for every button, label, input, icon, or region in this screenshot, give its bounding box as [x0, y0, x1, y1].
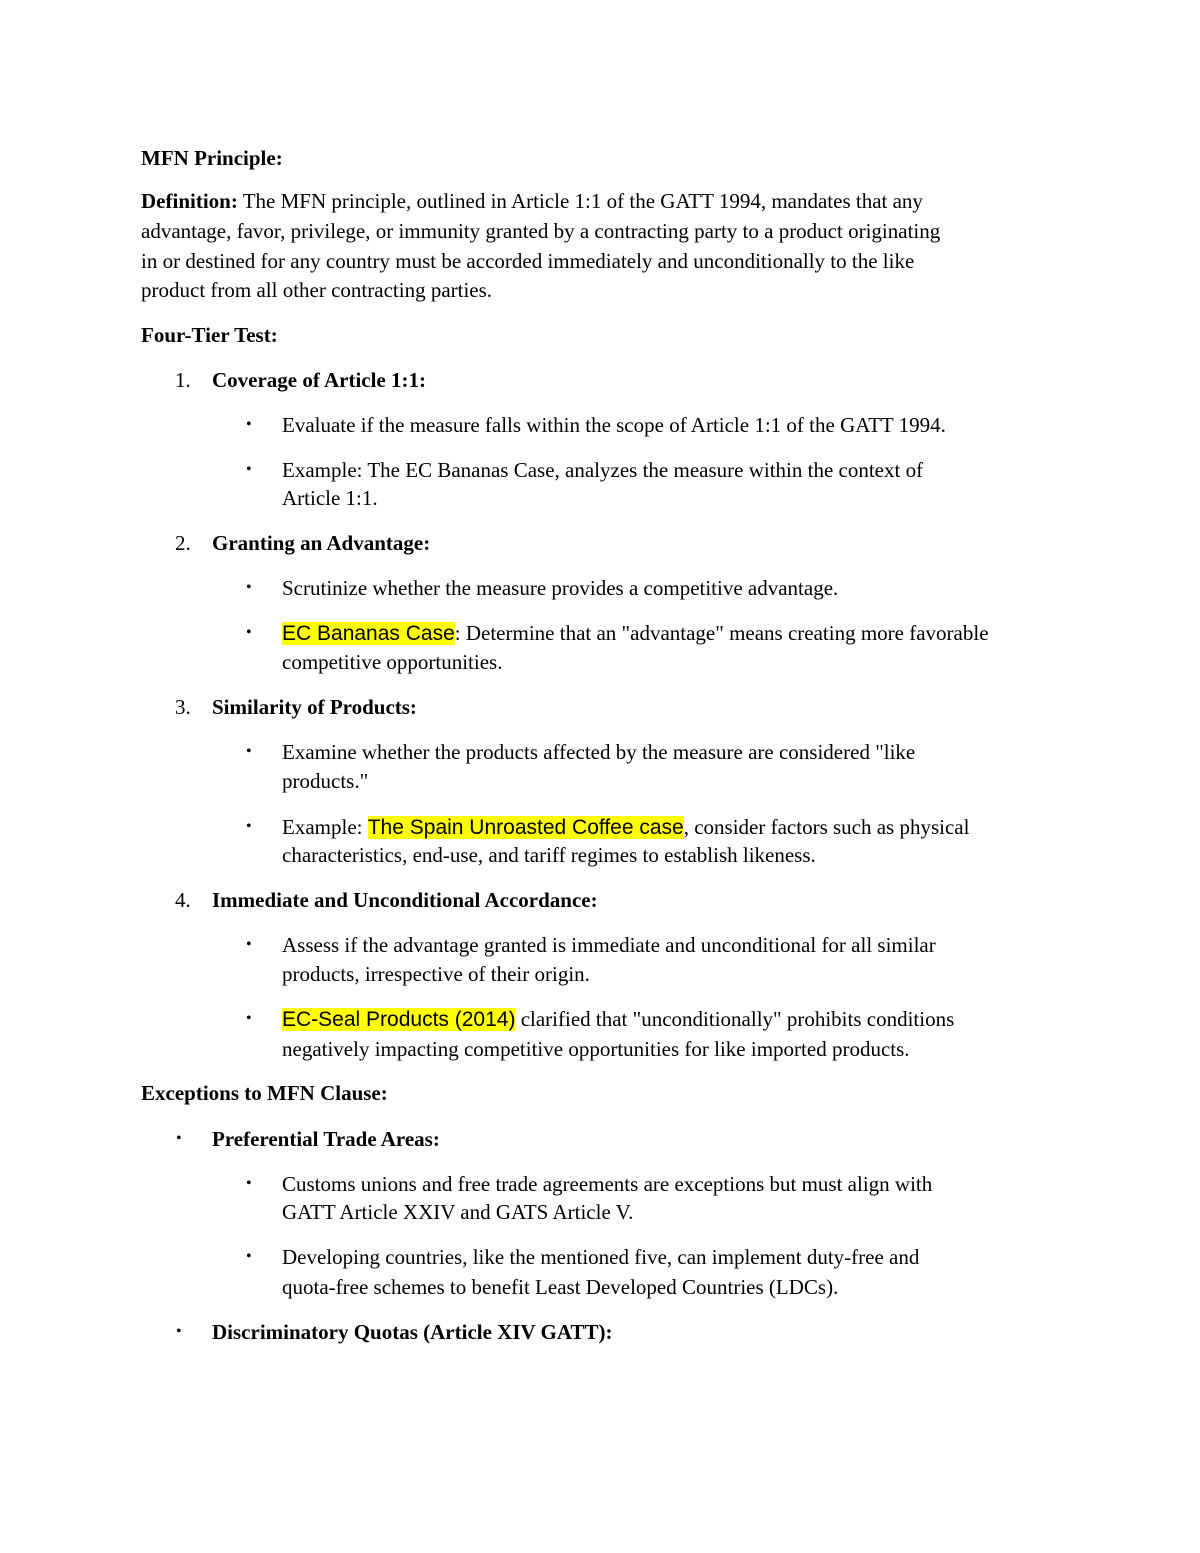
- tier-bullet-text-rest: : Determine that an "advantage" means creating more favorable: [454, 621, 989, 645]
- tier-bullet-text: Assess if the advantage granted is immediate and unconditional for all similar: [282, 933, 936, 957]
- bullet-icon: •: [246, 743, 252, 760]
- highlighted-case-name: EC-Seal Products (2014): [282, 1008, 516, 1031]
- list-number: 4.: [175, 888, 191, 912]
- tier-bullet-text: products, irrespective of their origin.: [282, 962, 590, 986]
- tier-bullet-text-rest: clarified that "unconditionally" prohibits conditions: [515, 1007, 955, 1031]
- bullet-icon: •: [246, 936, 252, 953]
- tier-bullet-text: negatively impacting competitive opportunities for like imported products.: [282, 1037, 910, 1061]
- definition-line-2: advantage, favor, privilege, or immunity granted by a contracting party to a product originating: [141, 219, 941, 243]
- definition-label: Definition:: [141, 189, 238, 213]
- definition-line-1: [141, 186, 923, 216]
- bullet-icon: •: [246, 1175, 252, 1192]
- list-number: 2.: [175, 531, 191, 555]
- tier-bullet-text: characteristics, end-use, and tariff regimes to establish likeness.: [282, 843, 816, 867]
- tier-bullet-text: Evaluate if the measure falls within the scope of Article 1:1 of the GATT 1994.: [282, 413, 946, 437]
- tier-title: Granting an Advantage:: [212, 531, 431, 555]
- tier-bullet-text: competitive opportunities.: [282, 650, 503, 674]
- bullet-icon: •: [246, 624, 252, 641]
- definition-line-3: in or destined for any country must be accorded immediately and unconditionally to the like: [141, 249, 915, 273]
- exception-title: Discriminatory Quotas (Article XIV GATT):: [212, 1320, 613, 1344]
- tier-bullet-text-rest: , consider factors such as physical: [683, 815, 970, 839]
- exception-title: Preferential Trade Areas:: [212, 1127, 440, 1151]
- tier-bullet-prefix: Example:: [282, 815, 368, 839]
- bullet-icon: •: [176, 1323, 182, 1340]
- tier-bullet-text: Examine whether the products affected by the measure are considered "like: [282, 740, 916, 764]
- bullet-icon: •: [176, 1130, 182, 1147]
- section-heading-mfn-principle: MFN Principle:: [141, 146, 283, 170]
- tier-title: Coverage of Article 1:1:: [212, 368, 426, 392]
- tier-title: Similarity of Products:: [212, 695, 417, 719]
- tier-bullet-text: [282, 812, 969, 843]
- tier-bullet-text: Example: The EC Bananas Case, analyzes the measure within the context of: [282, 458, 924, 482]
- bullet-icon: •: [246, 579, 252, 596]
- tier-bullet-text: Scrutinize whether the measure provides a competitive advantage.: [282, 576, 839, 600]
- bullet-icon: •: [246, 1010, 252, 1027]
- bullet-icon: •: [246, 416, 252, 433]
- list-number: 1.: [175, 368, 191, 392]
- definition-text-1: The MFN principle, outlined in Article 1:1 of the GATT 1994, mandates that any: [237, 189, 923, 213]
- bullet-icon: •: [246, 1248, 252, 1265]
- tier-bullet-text: Article 1:1.: [282, 486, 378, 510]
- highlighted-case-name: EC Bananas Case: [282, 622, 455, 645]
- highlighted-case-name: The Spain Unroasted Coffee case: [367, 816, 684, 839]
- exception-bullet-text: Customs unions and free trade agreements are exceptions but must align with: [282, 1172, 933, 1196]
- bullet-icon: •: [246, 461, 252, 478]
- exception-bullet-text: Developing countries, like the mentioned five, can implement duty-free and: [282, 1245, 920, 1269]
- bullet-icon: •: [246, 818, 252, 835]
- section-heading-four-tier-test: Four-Tier Test:: [141, 323, 278, 347]
- tier-bullet-text: [282, 618, 989, 649]
- exception-bullet-text: quota-free schemes to benefit Least Developed Countries (LDCs).: [282, 1275, 839, 1299]
- tier-title: Immediate and Unconditional Accordance:: [212, 888, 598, 912]
- tier-bullet-text: products.": [282, 769, 369, 793]
- list-number: 3.: [175, 695, 191, 719]
- definition-line-4: product from all other contracting parties.: [141, 278, 493, 302]
- section-heading-exceptions: Exceptions to MFN Clause:: [141, 1081, 388, 1105]
- tier-bullet-text: [282, 1004, 954, 1035]
- exception-bullet-text: GATT Article XXIV and GATS Article V.: [282, 1200, 634, 1224]
